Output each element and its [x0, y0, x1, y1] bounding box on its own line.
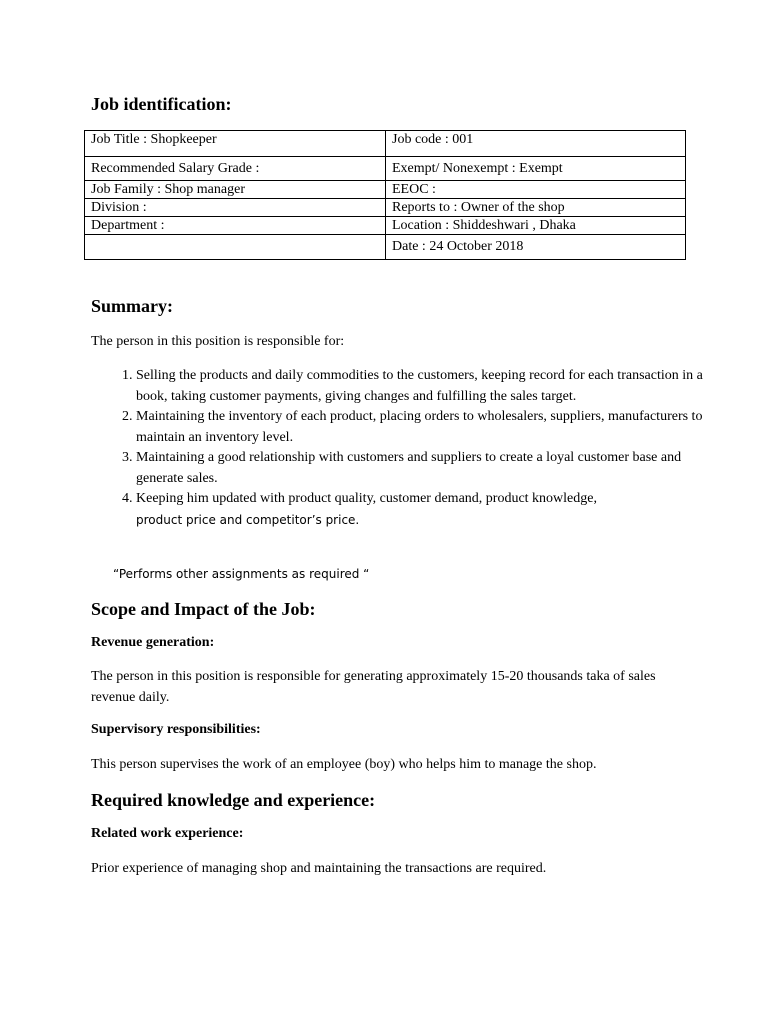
supervisory-heading: Supervisory responsibilities: [91, 722, 261, 737]
table-cell: Division : [85, 199, 386, 217]
supervisory-text: This person supervises the work of an employee (boy) who helps him to manage the shop. [91, 757, 597, 772]
list-item: 1. Selling the products and daily commodities to the customers, keeping record for each transaction in a book, taking customer payments, giving changes and fulfilling the sales target. [136, 366, 716, 407]
responsibilities-list [91, 366, 716, 531]
table-row [85, 131, 686, 157]
table-cell [85, 235, 386, 260]
experience-text: Prior experience of managing shop and maintaining the transactions are required. [91, 861, 547, 876]
table-cell: Recommended Salary Grade : [85, 157, 386, 181]
table-cell: Job Title : Shopkeeper [85, 131, 386, 157]
table-cell: Location : Shiddeshwari , Dhaka [386, 217, 686, 235]
job-identification-heading: Job identification: [91, 94, 232, 114]
other-assignments-note: “Performs other assignments as required “ [113, 567, 370, 581]
knowledge-heading: Required knowledge and experience: [91, 790, 376, 810]
job-identification-table [84, 130, 686, 260]
table-cell: Date : 24 October 2018 [386, 235, 686, 260]
table-cell: Department : [85, 217, 386, 235]
list-item: 2. Maintaining the inventory of each product, placing orders to wholesalers, suppliers, manufacturers to maintain an inventory level. [136, 407, 716, 448]
table-cell: Job Family : Shop manager [85, 181, 386, 199]
revenue-heading: Revenue generation: [91, 635, 215, 650]
list-item [136, 489, 716, 531]
table-row [85, 235, 686, 260]
summary-heading: Summary: [91, 296, 173, 316]
list-item-continuation: product price and competitor’s price. [136, 512, 360, 527]
experience-heading: Related work experience: [91, 826, 244, 841]
table-cell: Reports to : Owner of the shop [386, 199, 686, 217]
table-row [85, 217, 686, 235]
table-row [85, 157, 686, 181]
table-cell: EEOC : [386, 181, 686, 199]
list-item-text: Keeping him updated with product quality, customer demand, product knowledge, [136, 491, 597, 506]
table-cell: Exempt/ Nonexempt : Exempt [386, 157, 686, 181]
revenue-text: The person in this position is responsible for generating approximately 15-20 thousands taka of sales revenue daily. [91, 669, 656, 705]
table-row [85, 181, 686, 199]
table-cell: Job code : 001 [386, 131, 686, 157]
scope-heading: Scope and Impact of the Job: [91, 599, 316, 619]
list-item: 3. Maintaining a good relationship with customers and suppliers to create a loyal customer base and generate sales. [136, 448, 716, 489]
table-row [85, 199, 686, 217]
summary-intro: The person in this position is responsible for: [91, 334, 345, 349]
